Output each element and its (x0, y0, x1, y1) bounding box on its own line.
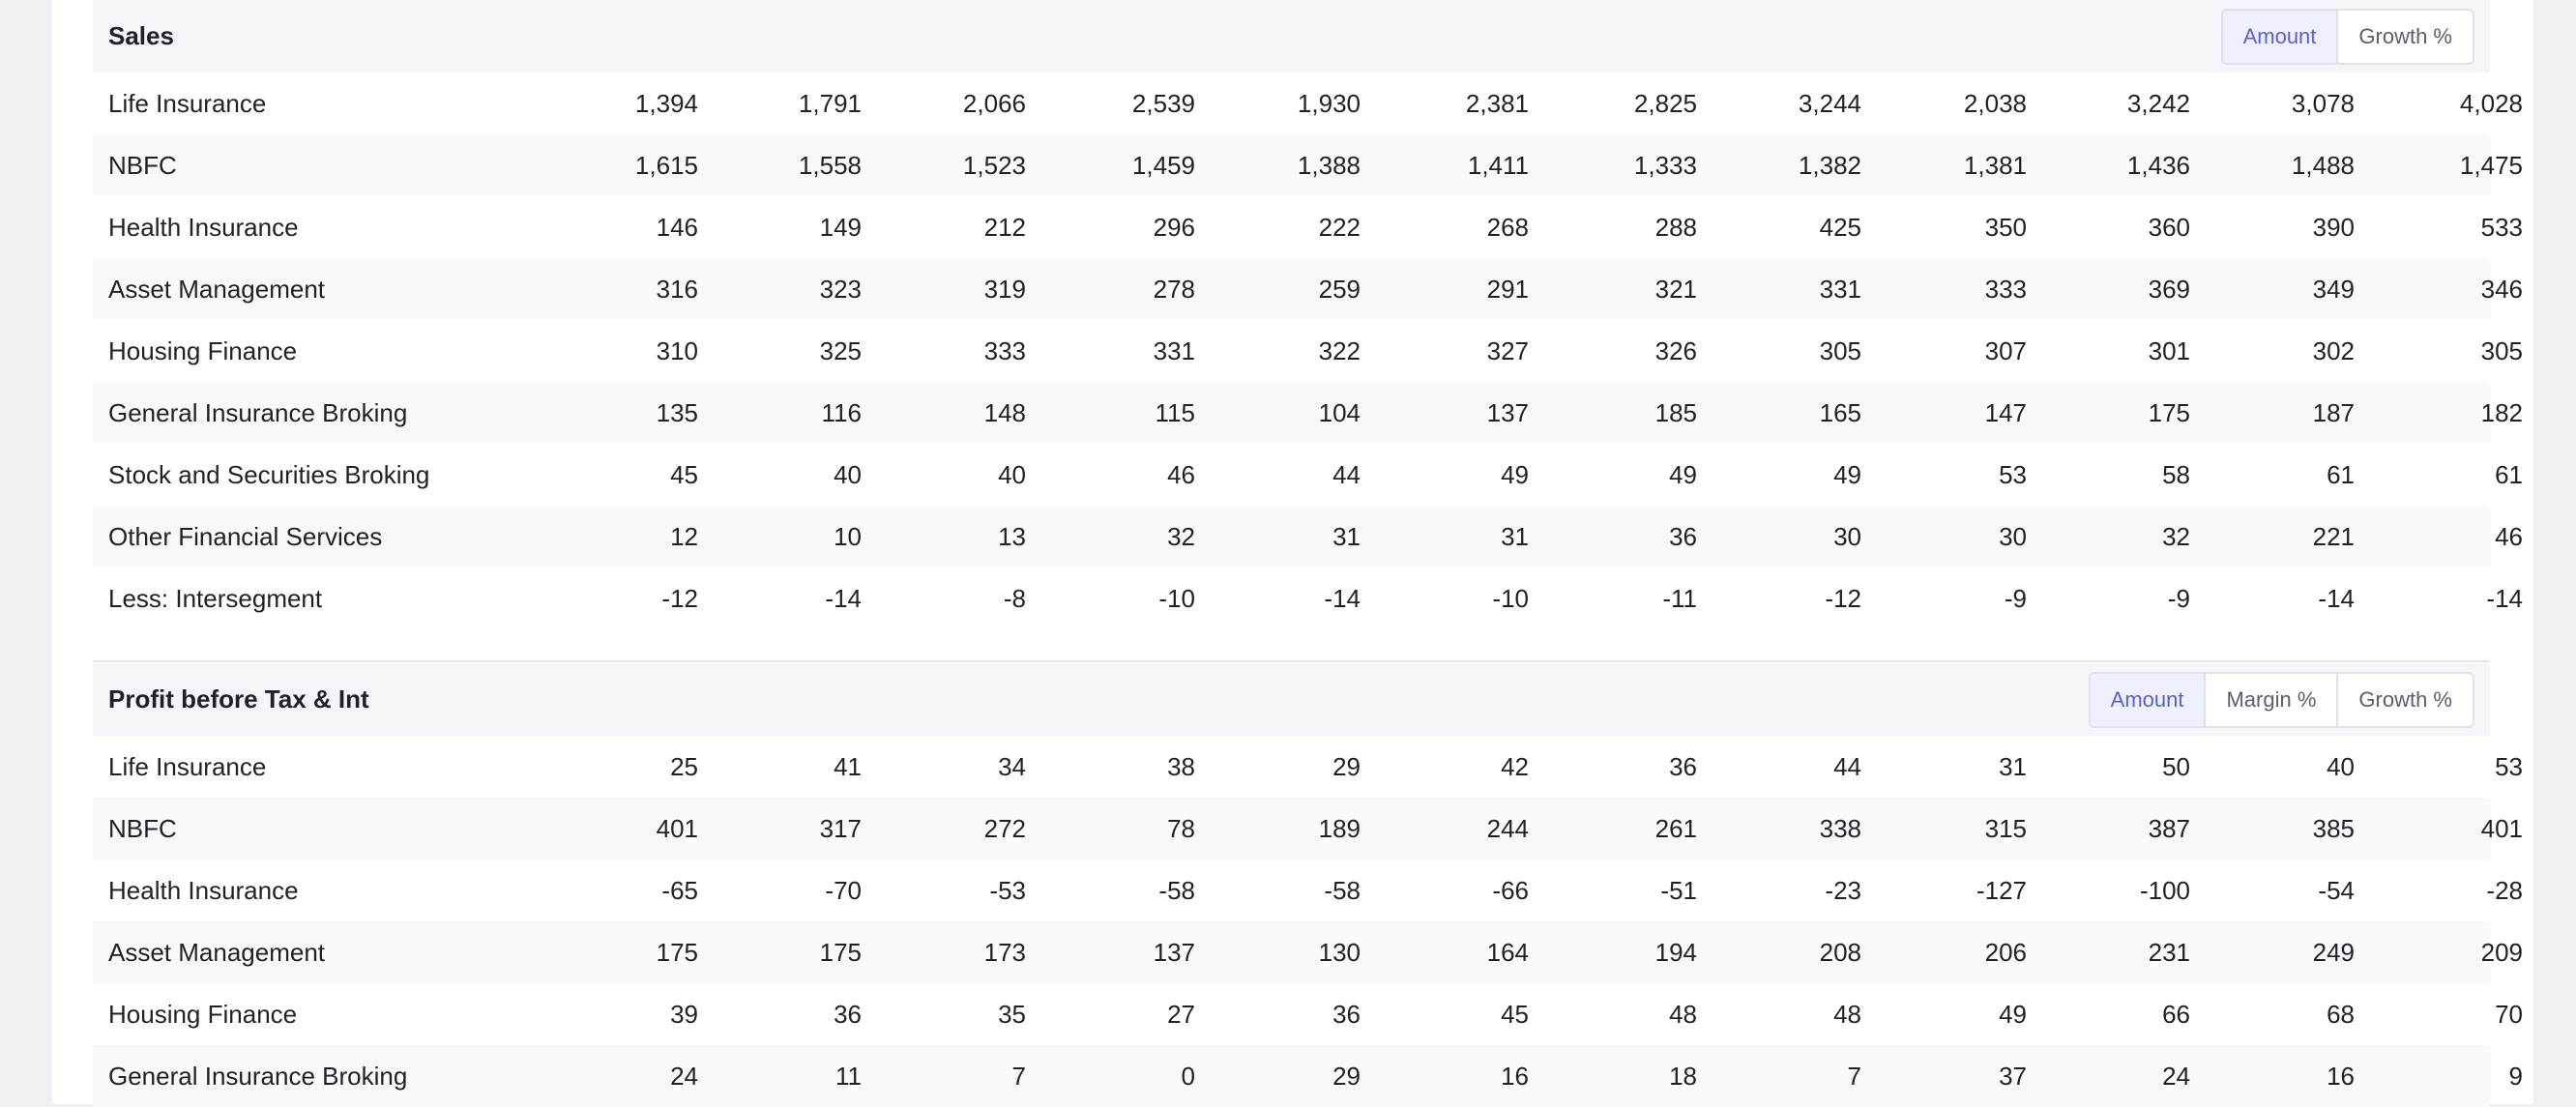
table-cell: 305 (1819, 335, 1861, 365)
table-cell: 68 (2327, 999, 2355, 1029)
table-cell: 116 (821, 397, 862, 427)
table-cell: 24 (2162, 1061, 2190, 1091)
row-values (509, 568, 2523, 629)
table-cell: 315 (1984, 813, 2027, 843)
row-label: Health Insurance (108, 212, 299, 242)
table-row (93, 73, 2523, 134)
table-cell: -14 (1324, 583, 1361, 613)
table-cell: 32 (1167, 521, 1195, 551)
row-values (509, 1045, 2523, 1107)
table-cell: 310 (656, 335, 698, 365)
table-cell: 385 (2312, 813, 2355, 843)
table-cell: 18 (1669, 1061, 1697, 1091)
table-cell: 35 (998, 999, 1026, 1029)
table-row (93, 134, 2523, 196)
table-cell: -65 (661, 875, 698, 905)
table-cell: 1,475 (2459, 150, 2523, 180)
table-cell: -14 (2486, 583, 2523, 613)
toggle-margin-button[interactable]: Margin % (2204, 674, 2336, 726)
table-cell: -127 (1976, 875, 2027, 905)
table-cell: 278 (1153, 274, 1195, 304)
table-cell: -14 (825, 583, 862, 613)
table-cell: 206 (1984, 937, 2027, 967)
table-cell: 104 (1318, 397, 1361, 427)
table-cell: 1,436 (2126, 150, 2190, 180)
table-cell: 31 (1999, 751, 2027, 781)
table-cell: 164 (1486, 937, 1529, 967)
table-cell: 61 (2495, 459, 2523, 489)
table-cell: 48 (1669, 999, 1697, 1029)
table-cell: 3,244 (1798, 88, 1861, 118)
table-cell: 401 (2480, 813, 2523, 843)
table-cell: 1,382 (1798, 150, 1861, 180)
table-cell: 0 (1181, 1061, 1195, 1091)
table-cell: 331 (1153, 335, 1195, 365)
table-cell: 49 (1669, 459, 1697, 489)
table-cell: 147 (1984, 397, 2027, 427)
table-cell: 187 (2312, 397, 2355, 427)
table-cell: 58 (2162, 459, 2190, 489)
row-label: NBFC (108, 813, 177, 843)
table-cell: 331 (1819, 274, 1861, 304)
table-cell: 425 (1819, 212, 1861, 242)
table-cell: -100 (2139, 875, 2190, 905)
table-cell: 291 (1486, 274, 1529, 304)
table-cell: 13 (998, 521, 1026, 551)
table-cell: 327 (1486, 335, 1529, 365)
table-cell: 346 (2480, 274, 2523, 304)
table-row (93, 1045, 2523, 1107)
table-cell: 61 (2327, 459, 2355, 489)
table-cell: 10 (834, 521, 862, 551)
table-cell: 288 (1654, 212, 1697, 242)
view-toggle-group (2221, 9, 2474, 65)
row-values (509, 506, 2523, 568)
table-cell: 182 (2480, 397, 2523, 427)
table-cell: 302 (2312, 335, 2355, 365)
table-cell: 272 (983, 813, 1026, 843)
row-label: Housing Finance (108, 999, 298, 1029)
table-cell: 146 (656, 212, 698, 242)
data-table (93, 73, 2523, 629)
table-cell: 325 (819, 335, 862, 365)
table-cell: 1,930 (1297, 88, 1361, 118)
table-cell: 317 (819, 813, 862, 843)
table-cell: 40 (2327, 751, 2355, 781)
table-cell: 2,825 (1633, 88, 1697, 118)
table-cell: 38 (1167, 751, 1195, 781)
data-table (93, 736, 2523, 1107)
profit-section (93, 663, 2523, 1107)
row-values (509, 444, 2523, 506)
section-header (93, 663, 2490, 736)
table-cell: -12 (1825, 583, 1861, 613)
table-cell: 244 (1486, 813, 1529, 843)
row-label: Less: Intersegment (108, 583, 323, 613)
table-cell: 231 (2148, 937, 2190, 967)
table-cell: 148 (983, 397, 1026, 427)
table-cell: 333 (1984, 274, 2027, 304)
toggle-growth-button[interactable]: Growth % (2336, 11, 2473, 63)
table-row (93, 859, 2523, 921)
table-cell: 321 (1654, 274, 1697, 304)
table-cell: 390 (2312, 212, 2355, 242)
row-label: Housing Finance (108, 335, 298, 365)
table-cell: 2,381 (1465, 88, 1529, 118)
table-cell: 209 (2480, 937, 2523, 967)
table-cell: 45 (1501, 999, 1529, 1029)
table-cell: 45 (670, 459, 698, 489)
table-cell: 259 (1318, 274, 1361, 304)
table-cell: 7 (1011, 1061, 1026, 1091)
table-row (93, 258, 2523, 320)
row-label: Asset Management (108, 274, 326, 304)
row-label: Life Insurance (108, 751, 267, 781)
table-cell: 301 (2148, 335, 2190, 365)
table-cell: 135 (656, 397, 698, 427)
table-cell: 32 (2162, 521, 2190, 551)
table-cell: 349 (2312, 274, 2355, 304)
table-cell: 7 (1847, 1061, 1861, 1091)
table-cell: -58 (1158, 875, 1195, 905)
table-cell: 387 (2148, 813, 2190, 843)
row-label: Life Insurance (108, 88, 267, 118)
table-cell: -10 (1158, 583, 1195, 613)
table-cell: 1,488 (2291, 150, 2355, 180)
table-cell: 66 (2162, 999, 2190, 1029)
table-cell: 261 (1654, 813, 1697, 843)
table-cell: 115 (1155, 397, 1195, 427)
table-cell: 360 (2148, 212, 2190, 242)
row-values (509, 983, 2523, 1045)
table-cell: 36 (1669, 521, 1697, 551)
table-cell: -58 (1324, 875, 1361, 905)
table-cell: 42 (1501, 751, 1529, 781)
section-title: Sales (108, 21, 174, 50)
table-cell: 189 (1318, 813, 1361, 843)
table-cell: 319 (983, 274, 1026, 304)
table-cell: 36 (834, 999, 862, 1029)
table-cell: 307 (1984, 335, 2027, 365)
table-cell: 37 (1999, 1061, 2027, 1091)
table-cell: 1,411 (1467, 150, 1529, 180)
table-cell: 350 (1984, 212, 2027, 242)
section-divider (93, 660, 2490, 662)
table-cell: 34 (998, 751, 1026, 781)
table-cell: 31 (1501, 521, 1529, 551)
table-row (93, 798, 2523, 859)
table-cell: 194 (1654, 937, 1697, 967)
table-cell: 46 (2495, 521, 2523, 551)
table-cell: 1,394 (634, 88, 698, 118)
table-cell: 333 (983, 335, 1026, 365)
row-values (509, 921, 2523, 983)
table-cell: 165 (1819, 397, 1861, 427)
table-cell: 78 (1167, 813, 1195, 843)
table-cell: 326 (1654, 335, 1697, 365)
table-cell: 2,539 (1131, 88, 1195, 118)
table-cell: 175 (656, 937, 698, 967)
table-cell: 1,459 (1131, 150, 1195, 180)
table-cell: -28 (2486, 875, 2523, 905)
table-cell: 16 (2327, 1061, 2355, 1091)
table-row (93, 568, 2523, 629)
section-title: Profit before Tax & Int (108, 685, 369, 714)
table-row (93, 736, 2523, 798)
table-cell: 3,078 (2291, 88, 2355, 118)
table-cell: 137 (1486, 397, 1529, 427)
table-cell: 49 (1999, 999, 2027, 1029)
table-cell: 44 (1332, 459, 1361, 489)
table-cell: 1,523 (962, 150, 1026, 180)
table-cell: -14 (2318, 583, 2355, 613)
row-values (509, 134, 2523, 196)
row-values (509, 196, 2523, 258)
table-cell: -9 (2167, 583, 2190, 613)
table-cell: -53 (989, 875, 1026, 905)
table-cell: 212 (983, 212, 1026, 242)
table-cell: 296 (1153, 212, 1195, 242)
table-cell: 40 (834, 459, 862, 489)
table-cell: 16 (1501, 1061, 1529, 1091)
table-cell: 44 (1833, 751, 1861, 781)
table-cell: 323 (819, 274, 862, 304)
row-values (509, 736, 2523, 798)
table-cell: 338 (1819, 813, 1861, 843)
table-cell: 221 (2312, 521, 2355, 551)
row-values (509, 73, 2523, 134)
table-cell: 46 (1167, 459, 1195, 489)
table-cell: 39 (670, 999, 698, 1029)
table-cell: 29 (1332, 751, 1361, 781)
table-cell: 27 (1167, 999, 1195, 1029)
table-cell: 50 (2162, 751, 2190, 781)
toggle-growth-button[interactable]: Growth % (2336, 674, 2473, 726)
table-cell: 2,038 (1963, 88, 2027, 118)
table-row (93, 921, 2523, 983)
table-row (93, 506, 2523, 568)
table-cell: 401 (656, 813, 698, 843)
table-cell: 533 (2480, 212, 2523, 242)
row-values (509, 859, 2523, 921)
view-toggle-group (2089, 672, 2474, 728)
table-cell: -8 (1003, 583, 1026, 613)
table-cell: 1,615 (634, 150, 698, 180)
table-cell: 268 (1486, 212, 1529, 242)
table-cell: 305 (2480, 335, 2523, 365)
table-cell: 41 (834, 751, 862, 781)
sales-section (93, 0, 2523, 629)
table-cell: 29 (1332, 1061, 1361, 1091)
row-label: NBFC (108, 150, 177, 180)
row-label: General Insurance Broking (108, 1061, 408, 1091)
table-cell: 49 (1501, 459, 1529, 489)
table-cell: 4,028 (2459, 88, 2523, 118)
table-cell: 1,381 (1963, 150, 2027, 180)
table-cell: 175 (2148, 397, 2190, 427)
row-label: General Insurance Broking (108, 397, 408, 427)
row-values (509, 258, 2523, 320)
table-cell: 222 (1318, 212, 1361, 242)
row-label: Other Financial Services (108, 521, 383, 551)
table-cell: 25 (670, 751, 698, 781)
table-cell: 1,558 (798, 150, 862, 180)
table-cell: 173 (983, 937, 1026, 967)
table-cell: 137 (1153, 937, 1195, 967)
table-cell: 36 (1669, 751, 1697, 781)
table-cell: 322 (1318, 335, 1361, 365)
toggle-amount-button[interactable]: Amount (2223, 11, 2337, 63)
table-row (93, 444, 2523, 506)
table-cell: 53 (2495, 751, 2523, 781)
table-cell: 1,388 (1297, 150, 1361, 180)
table-cell: -23 (1825, 875, 1861, 905)
table-row (93, 196, 2523, 258)
table-row (93, 320, 2523, 382)
table-cell: 40 (998, 459, 1026, 489)
table-cell: 369 (2148, 274, 2190, 304)
toggle-amount-button[interactable]: Amount (2091, 674, 2205, 726)
section-header (93, 0, 2490, 73)
table-cell: 70 (2495, 999, 2523, 1029)
table-cell: -51 (1660, 875, 1697, 905)
table-cell: 12 (670, 521, 698, 551)
table-cell: -54 (2318, 875, 2355, 905)
table-cell: 185 (1654, 397, 1697, 427)
row-values (509, 382, 2523, 444)
segment-results-card (52, 0, 2533, 1104)
table-cell: 208 (1819, 937, 1861, 967)
table-cell: 1,791 (798, 88, 862, 118)
row-label: Asset Management (108, 937, 326, 967)
row-label: Stock and Securities Broking (108, 459, 430, 489)
table-cell: 130 (1318, 937, 1361, 967)
table-cell: -12 (661, 583, 698, 613)
table-cell: 2,066 (962, 88, 1026, 118)
table-cell: 316 (656, 274, 698, 304)
table-cell: 30 (1833, 521, 1861, 551)
table-cell: 11 (835, 1061, 862, 1091)
table-cell: 53 (1999, 459, 2027, 489)
table-cell: -11 (1662, 583, 1697, 613)
table-cell: -10 (1492, 583, 1529, 613)
table-cell: -66 (1492, 875, 1529, 905)
table-cell: -70 (825, 875, 862, 905)
table-cell: 1,333 (1633, 150, 1697, 180)
table-cell: 9 (2508, 1061, 2523, 1091)
table-cell: 175 (819, 937, 862, 967)
table-cell: 149 (819, 212, 862, 242)
table-cell: 30 (1999, 521, 2027, 551)
table-cell: 31 (1332, 521, 1361, 551)
row-label: Health Insurance (108, 875, 299, 905)
row-values (509, 798, 2523, 859)
table-cell: 36 (1332, 999, 1361, 1029)
table-cell: -9 (2004, 583, 2027, 613)
table-row (93, 983, 2523, 1045)
table-cell: 24 (670, 1061, 698, 1091)
table-cell: 49 (1833, 459, 1861, 489)
row-values (509, 320, 2523, 382)
table-cell: 48 (1833, 999, 1861, 1029)
table-row (93, 382, 2523, 444)
table-cell: 3,242 (2126, 88, 2190, 118)
table-cell: 249 (2312, 937, 2355, 967)
